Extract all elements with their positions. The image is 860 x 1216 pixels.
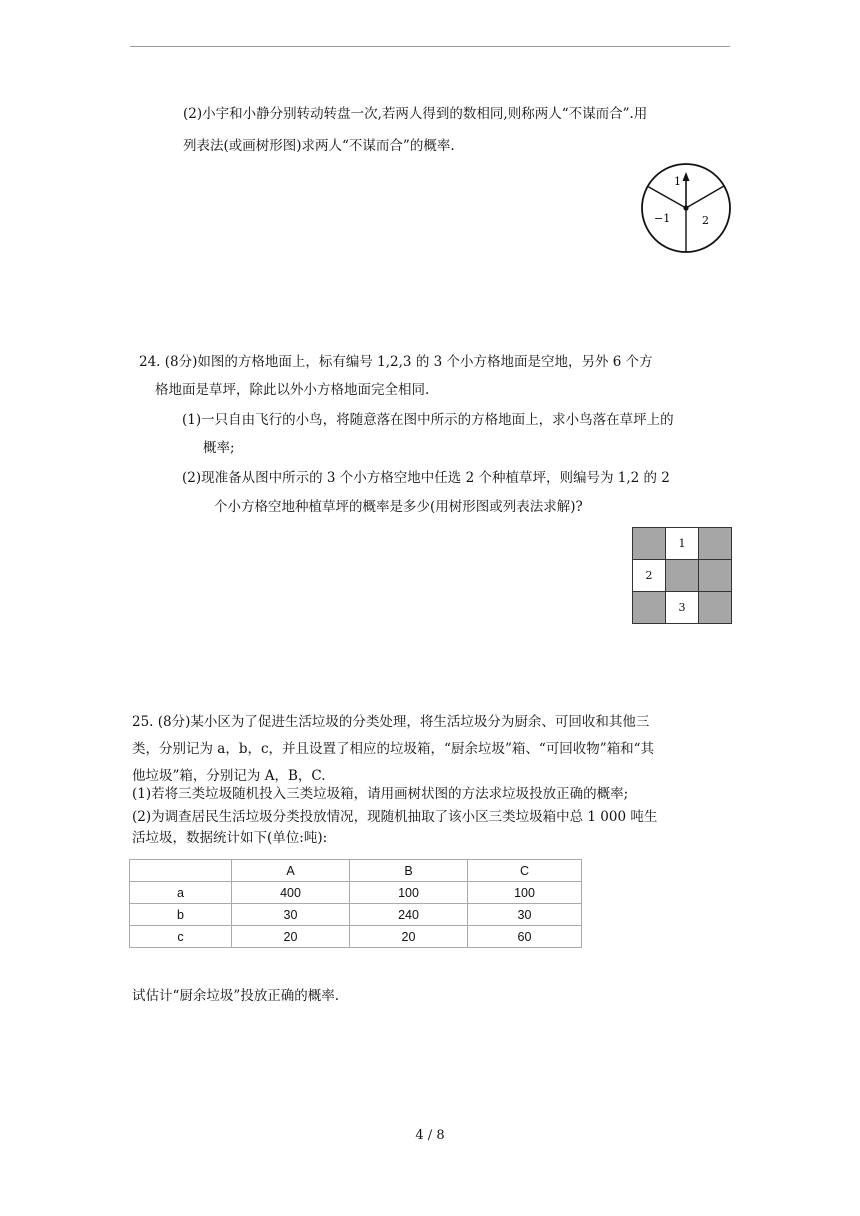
q25-closing: 试估计“厨余垃圾”投放正确的概率.	[132, 988, 340, 1004]
table-cell: 20	[232, 926, 350, 948]
grid-row	[633, 560, 732, 592]
table-cell: c	[130, 926, 232, 948]
q24-line1: 24. (8分)如图的方格地面上，标有编号 1,2,3 的 3 个小方格地面是空地，另外 6 个方	[139, 354, 653, 370]
grid-cell-lawn	[666, 560, 699, 592]
table-header-row	[130, 860, 582, 882]
table-cell: 60	[468, 926, 582, 948]
table-cell: b	[130, 904, 232, 926]
table-header-cell: C	[468, 860, 582, 882]
q24-part1-line2: 概率;	[203, 440, 235, 456]
grid-row	[633, 592, 732, 624]
table-header-cell	[130, 860, 232, 882]
q23-part2-line2: 列表法(或画树形图)求两人“不谋而合”的概率.	[183, 138, 455, 154]
waste-data-table	[129, 859, 582, 948]
table-cell: 30	[468, 904, 582, 926]
grid-cell-vacant: 3	[666, 592, 699, 624]
spinner-pivot	[683, 205, 688, 210]
grid-cell-lawn	[633, 592, 666, 624]
table-cell: 100	[350, 882, 468, 904]
grid-cell-lawn	[699, 528, 732, 560]
grid-cell-lawn	[633, 528, 666, 560]
lawn-grid	[632, 527, 732, 624]
table-cell: 400	[232, 882, 350, 904]
q23-part2-line1: (2)小宇和小静分别转动转盘一次,若两人得到的数相同,则称两人“不谋而合”.用	[183, 106, 648, 122]
q25-line1: 25. (8分)某小区为了促进生活垃圾的分类处理，将生活垃圾分为厨余、可回收和其他三	[132, 714, 650, 730]
grid-cell-lawn	[699, 592, 732, 624]
grid-cell-vacant: 2	[633, 560, 666, 592]
q24-part2-line2: 个小方格空地种植草坪的概率是多少(用树形图或列表法求解)?	[214, 499, 583, 515]
q25-part1: (1)若将三类垃圾随机投入三类垃圾箱，请用画树状图的方法求垃圾投放正确的概率;	[132, 786, 629, 802]
q25-line3: 他垃圾”箱，分别记为 A，B，C.	[132, 768, 326, 784]
q25-part2-line2: 活垃圾，数据统计如下(单位:吨):	[132, 830, 328, 846]
spinner-figure	[640, 162, 732, 254]
table-cell: 20	[350, 926, 468, 948]
q24-line2: 格地面是草坪，除此以外小方格地面完全相同.	[155, 382, 430, 398]
table-cell: 30	[232, 904, 350, 926]
table-cell: a	[130, 882, 232, 904]
q25-line2: 类，分别记为 a，b，c，并且设置了相应的垃圾箱，“厨余垃圾”箱、“可回收物”箱和“其	[132, 741, 655, 757]
table-cell: 100	[468, 882, 582, 904]
spinner-label-2: 2	[702, 214, 709, 227]
q24-part2-line1: (2)现准备从图中所示的 3 个小方格空地中任选 2 个种植草坪，则编号为 1,2 的 2	[182, 470, 670, 486]
spinner-label-neg1: −1	[654, 212, 671, 225]
table-row	[130, 882, 582, 904]
table-row	[130, 926, 582, 948]
q24-part1-line1: (1)一只自由飞行的小鸟，将随意落在图中所示的方格地面上，求小鸟落在草坪上的	[182, 412, 674, 428]
table-header-cell: A	[232, 860, 350, 882]
page-number: 4 / 8	[415, 1128, 445, 1143]
table-header-cell: B	[350, 860, 468, 882]
table-row	[130, 904, 582, 926]
spinner-label-1: 1	[674, 175, 681, 188]
grid-cell-lawn	[699, 560, 732, 592]
header-rule	[130, 46, 730, 47]
grid-cell-vacant: 1	[666, 528, 699, 560]
q25-part2-line1: (2)为调查居民生活垃圾分类投放情况，现随机抽取了该小区三类垃圾箱中总 1 000 吨生	[132, 809, 658, 825]
grid-row	[633, 528, 732, 560]
table-cell: 240	[350, 904, 468, 926]
